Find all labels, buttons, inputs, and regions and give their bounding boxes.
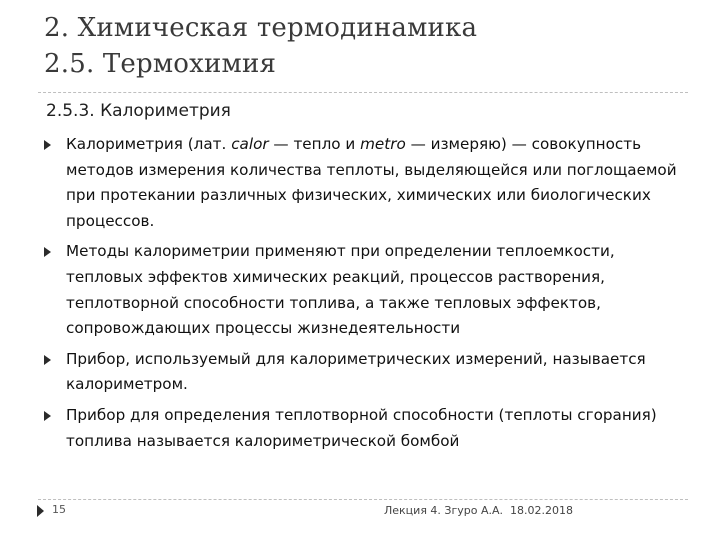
triangle-bullet-icon: [44, 411, 51, 421]
bottom-divider: [38, 499, 688, 500]
bullet-text-part: — измеряю) — совокупность методов измерения количества теплоты, выделяющейся или поглощаемой при протекании различных физических, химических или биологических процессов.: [66, 135, 677, 230]
section-subtitle: 2.5.3. Калориметрия: [46, 101, 231, 121]
bullet-term: Калориметрия: [66, 135, 183, 153]
title-line-1: 2. Химическая термодинамика: [44, 13, 478, 43]
footer-lecture: Лекция 4. Згуро А.А.: [384, 504, 504, 517]
triangle-bullet-icon: [44, 140, 51, 150]
latin-word: metro: [360, 135, 406, 153]
bullet-text-part: (лат.: [182, 135, 232, 153]
top-divider: [38, 92, 688, 93]
bullet-text: Прибор для определения теплотворной способности (теплоты сгорания) топлива называется калориметрической бомбой: [66, 405, 657, 450]
latin-word: calor: [231, 135, 269, 153]
bullet-text: Прибор, используемый для калориметрических измерений, называется калориметром.: [66, 349, 646, 394]
bullet-text: Методы калориметрии применяют при определении теплоемкости, тепловых эффектов химических реакций, процессов растворения, теплотворной способности топлива, а также тепловых эффектов, сопровождающих процессы жизнедеятельности: [66, 242, 615, 338]
triangle-bullet-icon: [44, 247, 51, 257]
list-item: [44, 132, 694, 234]
list-item: [44, 239, 694, 341]
bullet-list: [44, 132, 694, 459]
list-item: [44, 347, 694, 398]
footer-date: 18.02.2018: [510, 504, 573, 517]
title-line-2: 2.5. Термохимия: [44, 49, 277, 79]
slide-title: [44, 10, 704, 82]
footer-triangle-icon: [37, 505, 44, 517]
page-number: 15: [52, 503, 66, 516]
bullet-text-part: — тепло и: [268, 135, 361, 153]
list-item: [44, 403, 694, 454]
triangle-bullet-icon: [44, 355, 51, 365]
